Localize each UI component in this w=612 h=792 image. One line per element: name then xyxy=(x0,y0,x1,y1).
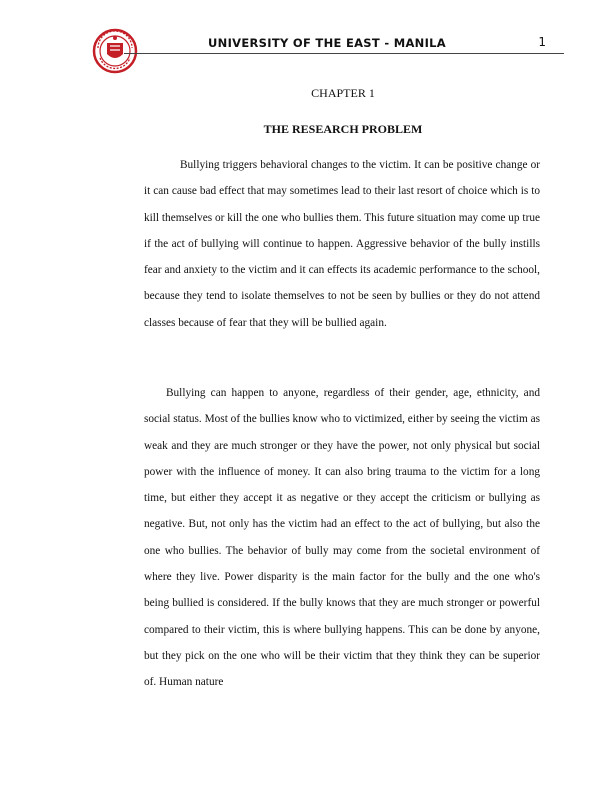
chapter-heading: CHAPTER 1 xyxy=(311,86,375,100)
page-header xyxy=(90,28,564,56)
body-paragraph-1: Bullying triggers behavioral changes to the victim. It can be positive change or it can cause bad effect that may sometimes lead to their last resort of choice which is to kill themselves or kill the one who bullies them. This future situation may come up true if the act of bullying will continue to happen. Aggressive behavior of the bully instills fear and anxiety to the victim and it can effects its academic performance to the school, because they tend to isolate themselves to not be seen by bullies or they do not attend classes because of fear that they will be bullied again. xyxy=(144,159,540,329)
header-divider xyxy=(124,53,564,54)
university-seal-icon xyxy=(92,28,138,74)
body-paragraph-2: Bullying can happen to anyone, regardless of their gender, age, ethnicity, and social status. Most of the bullies know who to victimized, either by seeing the victim as weak and they are much stronger or they have the power, not only physical but social power with the influence of money. It can also bring trauma to the victim for a long time, but either they accept it as negative or they accept the criticism or bullying as negative. But, not only has the victim had an effect to the act of bullying, but also the one who bullies. The behavior of bully may come from the societal environment of where they live. Power disparity is the main factor for the bully and the one who's being bullied is considered. If the bully knows that they are much stronger or powerful compared to their victim, this is where bullying happens. This can be done by anyone, but they pick on the one who will be their victim that they think they can be superior of. Human nature xyxy=(144,387,540,689)
page-number: 1 xyxy=(538,35,546,49)
university-name: UNIVERSITY OF THE EAST - MANILA xyxy=(208,36,446,50)
chapter-title: THE RESEARCH PROBLEM xyxy=(263,122,423,136)
